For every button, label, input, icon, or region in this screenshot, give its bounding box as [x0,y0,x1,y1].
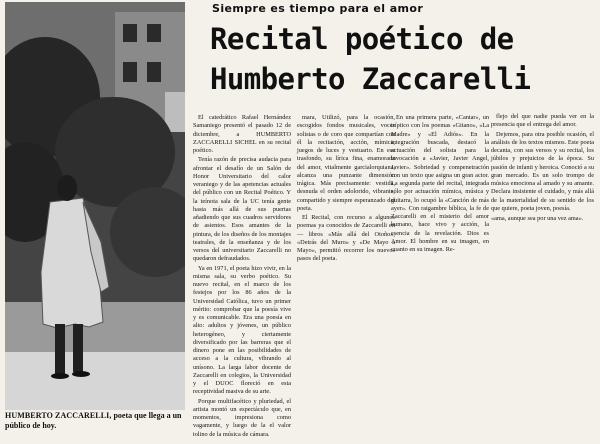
paragraph: En una primera parte, «Cantar», un tríptico con los poemas «Gitano», «La Madre» y «El Adiós». En la integración buscada, destacó la actuación del solista para la invocación a «Javier, Javier Angel, Javier». Sobriedad y compenetración con un texto que asigna un gran actor. La segunda parte del recital, integrada sólo por actuación mímica, música y guitarra, lo ocupó la «Canción de más ayer». Con raigambre bíblica, la fe de Zaccarelli en el misterio del amor humano, hace vivo y acción, la esencia de la revelación. Dios es Amor. El hombre en su imagen, en cuanto en su imagen. Re- [391,114,489,253]
photo-window [123,24,137,42]
headline-line-1: Recital poético de [210,22,514,56]
photo-caption-text: poeta que llega a un público de hoy. [5,411,182,430]
paragraph: Tenía razón de precisa audacia para afrontar el desafío de un Salón de Honor Universitario del calor veraniego y de las apetencias actuales del público con un Recital Poético. Y la teínota sala de la UC tenía gente hasta más allá de sus puertas añadiendo que sus cuadros servidores de asientos. Esos amantes de la pintura, de los diseños de los montajes teatrales, de la enseñanza y de los versos del universitario Zaccarelli no quedaron defraudados. [193,156,291,263]
photo-caption-name: HUMBERTO ZACCARELLI, [5,411,112,420]
poet-head [57,175,77,201]
paragraph: mara, Utilizó, para la ocasión, escogidos fondos musicales, voces solistas o de coro que compartían con él la recitación, acción, mímica, juegos de luces y vestuario. En ese trasfondo, su lírica fina, enamorada del amor, vitalmente garcialorquiana, alcanza una punzante dimensión trágica. Más precisamente: vestida, desnuda el orden adolorido, vibrante, compartido y siempre esperanzado del poeta. [297,114,395,212]
paragraph: Porque multifacético y pluriedad, el artista montó un espectáculo que, en momentos, impresiona como vagamente, y luego de la el valor tolino de la música de cámara. [193,397,291,438]
poet-photo-illustration [5,2,185,410]
photo-window [147,62,161,82]
headline-line-2: Humberto Zaccarelli [210,62,531,96]
paragraph: Ya en 1971, el poeta hizo vivir, en la misma sala, su verbo poético. Su nuevo recital, en el marco de los festejos por los 86 años de la Universidad Católica, tuvo un primer mérito: comprobar que la poesía vive y es comunicable. Era una poesía en alto: adultos y jóvenes, un público heterogéneo, y ciertamente diversificado por las barreras que el dinero pone en las posibilidades de acceso a la cultura, vibrando al unísono. La larga labor docente de Zaccarelli en colegios, la Universidad y el DUOC floreció en esta receptividad masiva de su arte. [193,264,291,396]
poet-leg [55,324,65,374]
poet-shoe [72,371,90,377]
poet-leg [73,324,83,372]
article-kicker: Siempre es tiempo para el amor [212,2,424,15]
photo-pavement [5,352,185,410]
photo-window [123,62,137,82]
paragraph: flejo del que nadie pueda ver en la presencia que el entrega del amor. [491,113,594,129]
article-column-3 [391,114,489,264]
closing-quote: «ama, aunque sea por una vez ama». [491,215,584,222]
photo-window [147,24,161,42]
photo-caption [5,411,190,431]
article-column-1 [193,114,291,444]
article-column-2 [297,114,395,264]
poet-shoe [51,373,69,379]
article-column-4 [491,113,594,273]
paragraph: Dejemos, para otra posible ocasión, el análisis de los textos mismos. Este poeta decanta, con sus versos y su recital, los júbilos y prejuicios de la época. Su pasión de infanti y heroica. Conoció a su gran mercado. Es un solo trompo de música emociona al amado y su amante. Declara insistente el cuidado, y más allá de la materialidad de su sentido de los que quiere, poeta joven, poesía. [491,130,594,212]
paragraph: El Recital, con recurso a algunos poemas ya conocidos de Zaccarelli en — libros «Más allá del Otoño», «Detrás del Muro» y «De Mayo a Mayo», permitió recorrer los nuevos pasos del poeta. [297,214,395,263]
poet-photo [5,2,185,410]
paragraph: El catedrático Rafael Hernández Samaniego presentó el pasado 12 de diciembre, a HUMBERTO ZACCARELLI SICHEL en su recital poético. [193,114,291,154]
photo-balcony [165,92,185,132]
